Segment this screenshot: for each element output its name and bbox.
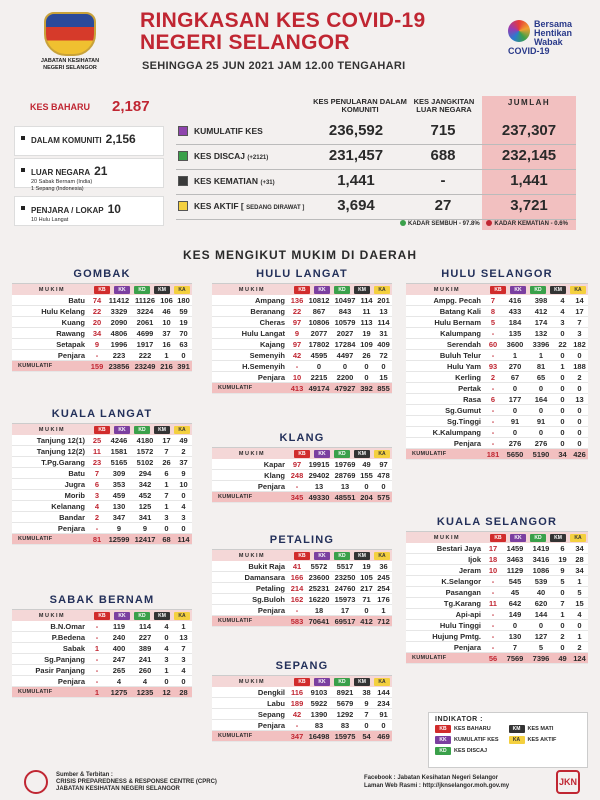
table-header: MUKIM KB KK KD KM KA <box>12 284 192 295</box>
table-header: MUKIM KB KK KD KM KA <box>212 676 392 687</box>
table-row: Penjara - 223 222 1 0 <box>12 350 192 361</box>
table-row: K.Kalumpang - 0 0 0 0 <box>406 427 588 438</box>
col-jumlah-header: JUMLAH <box>507 98 551 107</box>
table-row: Batang Kali 8 433 412 4 17 <box>406 306 588 317</box>
table-row: Labu 189 5922 5679 9 234 <box>212 698 392 709</box>
new-case-row: LUAR NEGARA 21 20 Sabak Bernam (India) 1 Sepang (Indonesia) <box>14 158 164 188</box>
district-title: HULU LANGAT <box>256 268 348 280</box>
coat-of-arms-icon <box>44 12 96 56</box>
table-row: Ampg. Pecah 7 416 398 4 14 <box>406 295 588 306</box>
table-row: Jugra 6 353 342 1 10 <box>12 479 192 490</box>
table-row: Penjara - 7 5 0 2 <box>406 642 588 653</box>
table-row: Penjara - 18 17 0 1 <box>212 605 392 616</box>
table-row: Hulu Tinggi - 0 0 0 0 <box>406 620 588 631</box>
total-row: KUMULATIF 583 70641 69517 412 712 <box>212 616 392 627</box>
footer-source: Sumber & Terbitan : CRISIS PREPAREDNESS & RESPONSE CENTRE (CPRC) JABATAN KESIHATAN NEGERI SELANGOR <box>56 772 217 792</box>
district-panel-kuala-langat <box>12 408 192 545</box>
table-row: Tg.Karang 11 642 620 7 15 <box>406 598 588 609</box>
district-panel-klang <box>212 432 392 503</box>
legend-kd: KD KES DISCAJ <box>435 747 507 755</box>
legend-title: INDIKATOR : <box>435 716 484 723</box>
table-row: Batu 7 309 294 6 9 <box>12 468 192 479</box>
total-row: KUMULATIF 56 7569 7396 49 124 <box>406 653 588 664</box>
agency-name: JABATAN KESIHATAN NEGERI SELANGOR <box>40 58 100 71</box>
table-row: Kapar 97 19915 19769 49 97 <box>212 459 392 470</box>
agency-logo <box>40 12 100 71</box>
table-row: Bestari Jaya 17 1459 1419 6 34 <box>406 543 588 554</box>
table-row: Kalumpang - 135 132 0 3 <box>406 328 588 339</box>
table-row: Penjara - 276 276 0 0 <box>406 438 588 449</box>
table-row: Beranang 22 867 843 11 13 <box>212 306 392 317</box>
district-title: PETALING <box>269 534 335 546</box>
campaign-text: Bersama Hentikan Wabak COVID-19 <box>508 19 573 56</box>
kadar-kematian: KADAR KEMATIAN - 0.6% <box>494 221 568 227</box>
rates <box>400 220 568 227</box>
total-row: KUMULATIF 413 49174 47927 392 855 <box>212 383 392 394</box>
total-row: KUMULATIF 345 49330 48551 204 575 <box>212 492 392 503</box>
table-row: Klang 248 29402 28769 155 478 <box>212 470 392 481</box>
table-row: Setapak 9 1996 1917 16 63 <box>12 339 192 350</box>
death-dot-icon <box>486 220 492 226</box>
table-row: Pertak - 0 0 0 0 <box>406 383 588 394</box>
cprc-logo-icon <box>24 770 48 794</box>
table-row: Hujung Pmtg. - 130 127 2 1 <box>406 631 588 642</box>
table-row: Kajang 97 17802 17284 109 409 <box>212 339 392 350</box>
new-case-row: DALAM KOMUNITI 2,156 <box>14 126 164 156</box>
table-row: Penjara - 13 13 0 0 <box>212 481 392 492</box>
district-panel-sepang <box>212 660 392 742</box>
title-line-2: NEGERI SELANGOR <box>140 31 350 54</box>
total-row: KUMULATIF 181 5650 5190 34 426 <box>406 449 588 460</box>
starburst-icon <box>508 20 530 42</box>
table-row: Penjara - 4 4 0 0 <box>12 676 192 687</box>
table-header: MUKIM KB KK KD KM KA <box>406 532 588 543</box>
kadar-sembuh: KADAR SEMBUH - 97.8% <box>408 221 480 227</box>
summary-row: KUMULATIF KES 236,592 715 237,307 <box>176 120 576 144</box>
campaign-logo <box>508 20 592 56</box>
table-row: P.Bedena - 240 227 0 13 <box>12 632 192 643</box>
table-row: T.Pg.Garang 23 5165 5102 26 37 <box>12 457 192 468</box>
district-title: SABAK BERNAM <box>49 594 155 606</box>
district-title: KUALA SELANGOR <box>436 516 558 528</box>
col-luar-header: KES JANGKITAN LUAR NEGARA <box>413 97 475 114</box>
table-header: MUKIM KB KK KD KM KA <box>12 424 192 435</box>
table-row: Dengkil 116 9103 8921 38 144 <box>212 687 392 698</box>
table-header: MUKIM KB KK KD KM KA <box>406 284 588 295</box>
col-komuniti-header: KES PENULARAN DALAM KOMUNITI <box>313 97 407 114</box>
table-row: Ampang 136 10812 10497 114 201 <box>212 295 392 306</box>
table-row: Jeram 10 1129 1086 9 34 <box>406 565 588 576</box>
table-row: Kuang 20 2090 2061 10 19 <box>12 317 192 328</box>
district-title: SEPANG <box>275 660 329 672</box>
legend-ka: KA KES AKTIF <box>509 736 581 744</box>
district-panel-gombak <box>12 268 192 372</box>
district-panel-hulu-langat <box>212 268 392 394</box>
legend-kk: KK KUMULATIF KES <box>435 736 507 744</box>
page-title <box>140 10 425 54</box>
title-line-1: RINGKASAN KES COVID-19 <box>140 9 426 32</box>
kes-baharu-value: 2,187 <box>112 98 150 115</box>
table-row: Hulu Bernam 5 184 174 3 7 <box>406 317 588 328</box>
table-row: Sg.Buloh 162 16220 15973 71 176 <box>212 594 392 605</box>
table-row: Ijok 18 3463 3416 19 28 <box>406 554 588 565</box>
table-row: Batu 74 11412 11126 106 180 <box>12 295 192 306</box>
report-date: SEHINGGA 25 JUN 2021 JAM 12.00 TENGAHARI <box>142 60 406 72</box>
table-row: K.Selangor - 545 539 5 1 <box>406 576 588 587</box>
website-link[interactable]: Laman Web Rasmi : http://jknselangor.moh.gov.my <box>364 783 510 789</box>
table-row: Hulu Yam 93 270 81 1 188 <box>406 361 588 372</box>
table-row: Damansara 166 23600 23250 105 245 <box>212 572 392 583</box>
table-header: MUKIM KB KK KD KM KA <box>212 550 392 561</box>
total-row: KUMULATIF 81 12599 12417 68 114 <box>12 534 192 545</box>
table-row: Pasir Panjang - 265 260 1 4 <box>12 665 192 676</box>
table-row: Bukit Raja 41 5572 5517 19 36 <box>212 561 392 572</box>
table-row: Morib 3 459 452 7 0 <box>12 490 192 501</box>
summary-row: KES AKTIF [ SEDANG DIRAWAT ] 3,694 27 3,721 <box>176 195 576 219</box>
table-row: Sg.Gumut - 0 0 0 0 <box>406 405 588 416</box>
table-row: Buluh Telur - 1 1 0 0 <box>406 350 588 361</box>
table-header: MUKIM KB KK KD KM KA <box>212 284 392 295</box>
legend <box>428 712 588 768</box>
table-row: Tanjung 12(1) 25 4246 4180 17 49 <box>12 435 192 446</box>
table-row: Kerling 2 67 65 0 2 <box>406 372 588 383</box>
table-row: Bandar 2 347 341 3 3 <box>12 512 192 523</box>
summary-row: KES KEMATIAN (+31) 1,441 - 1,441 <box>176 170 576 194</box>
table-row: Hulu Kelang 22 3329 3224 46 59 <box>12 306 192 317</box>
table-row: Petaling 214 25231 24760 217 254 <box>212 583 392 594</box>
table-row: Semenyih 42 4595 4497 26 72 <box>212 350 392 361</box>
district-title: KUALA LANGAT <box>51 408 153 420</box>
table-header: MUKIM KB KK KD KM KA <box>12 610 192 621</box>
table-row: Sepang 42 1390 1292 7 91 <box>212 709 392 720</box>
district-panel-kuala-selangor <box>406 516 588 664</box>
section-title: KES MENGIKUT MUKIM DI DAERAH <box>183 248 417 262</box>
table-row: Kelanang 4 130 125 1 4 <box>12 501 192 512</box>
legend-km: KM KES MATI <box>509 725 581 733</box>
table-row: Rasa 6 177 164 0 13 <box>406 394 588 405</box>
table-row: Hulu Langat 9 2077 2027 19 31 <box>212 328 392 339</box>
legend-kb: KB KES BAHARU <box>435 725 507 733</box>
table-row: Sabak 1 400 389 4 7 <box>12 643 192 654</box>
table-row: Sg.Tinggi - 91 91 0 0 <box>406 416 588 427</box>
district-title: GOMBAK <box>73 268 131 280</box>
facebook-link[interactable]: Facebook : Jabatan Kesihatan Negeri Selangor <box>364 775 499 781</box>
table-row: B.N.Omar - 119 114 4 1 <box>12 621 192 632</box>
district-panel-petaling <box>212 534 392 627</box>
table-row: Pasangan - 45 40 0 5 <box>406 587 588 598</box>
district-title: HULU SELANGOR <box>441 268 553 280</box>
table-row: Api-api - 149 144 1 4 <box>406 609 588 620</box>
kes-baharu-label: KES BAHARU <box>30 102 91 112</box>
new-case-row: PENJARA / LOKAP 10 10 Hulu Langat <box>14 196 164 226</box>
table-row: Serendah 60 3600 3396 22 182 <box>406 339 588 350</box>
district-panel-hulu-selangor <box>406 268 588 460</box>
table-row: Tanjung 12(2) 11 1581 1572 7 2 <box>12 446 192 457</box>
footer-links <box>364 774 509 790</box>
table-row: Rawang 34 4806 4699 37 70 <box>12 328 192 339</box>
table-row: Cheras 97 10806 10579 113 114 <box>212 317 392 328</box>
district-title: KLANG <box>279 432 325 444</box>
table-row: Penjara - 83 83 0 0 <box>212 720 392 731</box>
recovery-dot-icon <box>400 220 406 226</box>
total-row: KUMULATIF 1 1275 1235 12 28 <box>12 687 192 698</box>
district-panel-sabak-bernam <box>12 594 192 698</box>
table-row: Penjara 10 2215 2200 0 15 <box>212 372 392 383</box>
total-row: KUMULATIF 347 16498 15975 54 469 <box>212 731 392 742</box>
table-row: H.Semenyih - 0 0 0 0 <box>212 361 392 372</box>
summary-row: KES DISCAJ (+2121) 231,457 688 232,145 <box>176 145 576 169</box>
table-row: Sg.Panjang - 247 241 3 3 <box>12 654 192 665</box>
jkn-logo: JKN <box>556 770 580 794</box>
table-header: MUKIM KB KK KD KM KA <box>212 448 392 459</box>
table-row: Penjara - 9 9 0 0 <box>12 523 192 534</box>
total-row: KUMULATIF 159 23856 23249 216 391 <box>12 361 192 372</box>
